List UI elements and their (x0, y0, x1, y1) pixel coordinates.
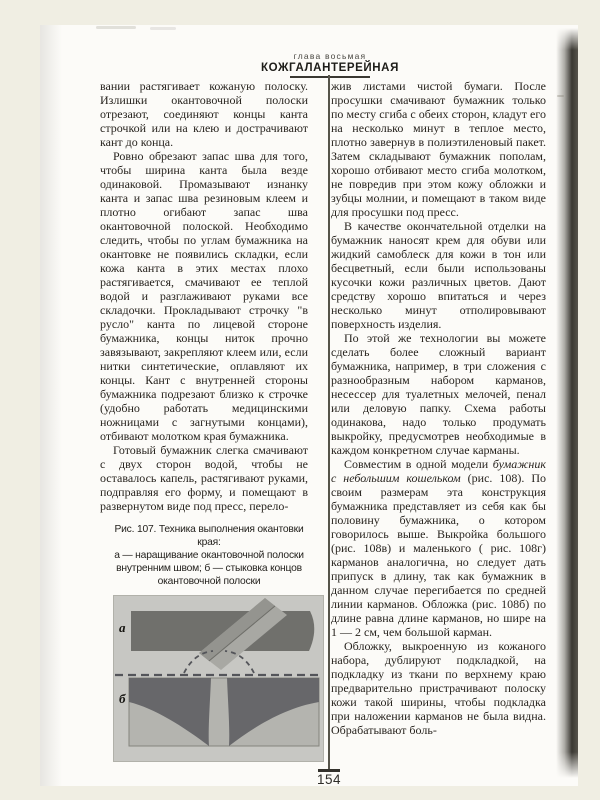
paragraph: жив листами чистой бумаги. После просушки смачивают бумажник только по месту сгиба с обеих сторон, кладут его на несколько минут в теплое место, плотно завернув в полиэтиленовый пакет. Затем складывают бумажник пополам, хорошо отбивают место сгиба молотком, не повредив при этом кожу обложки и зубцы молнии, и помещают в таком виде для просушки под пресс. (331, 79, 546, 219)
scan-artifact (96, 26, 136, 29)
paragraph: Обложку, выкроенную из кожаного набора, дублируют подкладкой, на подкладку из ткани по верхнему краю предварительно пристрачивают полоску кожи такой ширины, чтобы подкладка при наложении карманов не была видна. Обрабатывают боль- (331, 639, 546, 737)
page-number-text: 154 (317, 772, 342, 786)
figure-label-a: а (119, 620, 126, 635)
page-number (317, 769, 357, 786)
figure-caption-line: а — наращивание окантовочной полоски (114, 550, 304, 561)
paragraph: По этой же технологии вы можете сделать более сложный вариант бумажника, например, в три сложения с разнообразным набором карманов, несессер для туалетных мелочей, пенал или деловую папку. Схема работы одинакова, надо только продумать выкройку, предусмотрев необходимые в каждом конкретном случае карманы. (331, 331, 546, 457)
figure-label-b: б (119, 691, 126, 706)
paragraph: Готовый бумажник слегка смачивают с двух сторон водой, чтобы не оставалось капель, растягивают руками, подправляя его форму, и помещают в развернутом виде под пресс, перело- (100, 443, 308, 513)
column-divider-rule (328, 75, 330, 770)
page-edge-shadow (556, 28, 578, 778)
header-rule (290, 76, 370, 78)
text-column-right (331, 79, 546, 737)
page-header (170, 51, 490, 78)
right-column-text (331, 79, 546, 737)
paragraph: В качестве окончательной отделки на бумажник наносят крем для обуви или жидкий самоблеск для кожи в тон или бесцветный, если были использованы кусочки кожи различных цветов. Дают средству хорошо впитаться и через несколько минут отполировывают поверхность изделия. (331, 219, 546, 331)
figure-caption (106, 523, 312, 588)
figure-107-illustration (113, 595, 324, 762)
paragraph: Совместим в одной модели бумажник с небольшим кошельком (рис. 108). По своим размерам эта конструкция бумажника представляет из себя как бы половину бумажника, о котором говорилось выше. Выкройка большого (рис. 108в) и маленького ( рис. 108г) карманов аналогична, но следует дать припуск в длину, так как бумажник в данном случае перегибается по средней линии карманов. Обложка (рис. 108б) по длине равна длине карманов, но шире на 1 — 2 см, чем большой карман. (331, 457, 547, 639)
left-column-text (100, 79, 308, 513)
scan-artifact (557, 95, 564, 97)
text-column-left (100, 79, 308, 762)
book-page (40, 25, 578, 786)
figure-caption-line: окантовочной полоски (157, 576, 261, 587)
chapter-label: глава восьмая (293, 51, 367, 61)
paragraph: Ровно обрезают запас шва для того, чтобы ширина канта была везде одинаковой. Промазывают изнанку канта и запас шва резиновым клеем и плотно огибают запас шва окантовочной полоской. Необходимо следить, чтобы по углам бумажника на окантовке не появились складки, если кожа канта в этих местах плохо растягивается, смачивают ее теплой водой и разглаживают руками все складочки. Прокладывают строчку "в русло" канта по лицевой стороне бумажника, концы ниток прочно завязывают, закрепляют клеем или, если нитки синтетические, оплавляют их концы. Кант с внутренней стороны бумажника подрезают близко к строчке (удобно работать медицинскими ножницами с загнутыми концами), отбивают молотком края бумажника. (100, 149, 308, 443)
figure-caption-line: Рис. 107. Техника выполнения окантовки края: (114, 524, 304, 548)
edging-technique-diagram (114, 596, 323, 761)
chapter-title: КОЖГАЛАНТЕРЕЙНАЯ (261, 62, 399, 74)
figure-caption-line: внутренним швом; б — стыковка концов (116, 563, 302, 574)
paragraph: вании растягивает кожаную полоску. Излишки окантовочной полоски отрезают, соединяют концы канта строчкой или на клею и дострачивают кант до конца. (100, 79, 308, 149)
scan-artifact (150, 27, 176, 30)
